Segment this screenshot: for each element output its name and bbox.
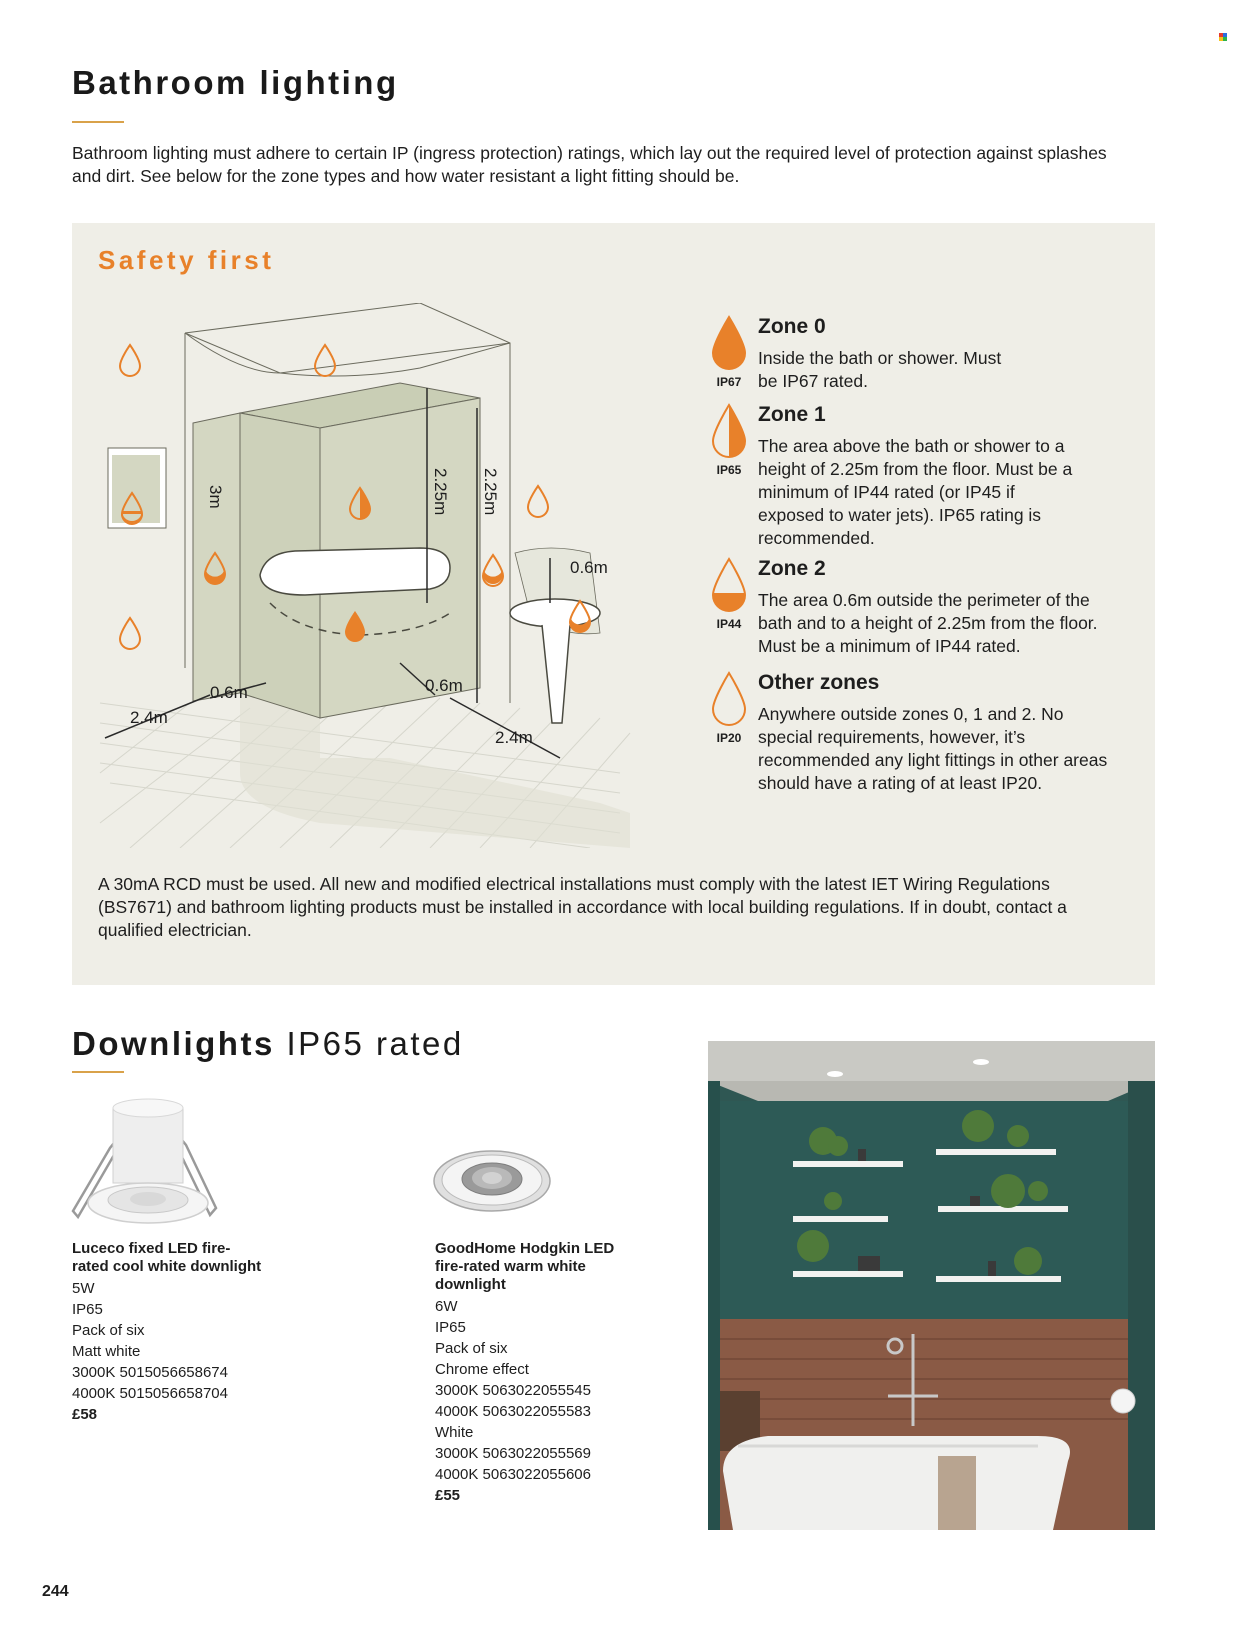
zone-0-title: Zone 0 [758, 315, 826, 338]
product-luceco-sku-4000k: 4000K 5015056658704 [72, 1385, 228, 1402]
zone-0-ip: IP67 [716, 375, 742, 389]
product-goodhome-ip: IP65 [435, 1319, 466, 1336]
droplet-full-icon [709, 315, 749, 373]
droplet-outline-icon [120, 345, 140, 376]
droplet-outline-icon [315, 345, 335, 376]
zone-other-ip: IP20 [716, 731, 742, 745]
product-luceco-wattage: 5W [72, 1280, 95, 1297]
downlights-title-light: IP65 rated [286, 1025, 464, 1062]
intro-paragraph: Bathroom lighting must adhere to certain IP (ingress protection) ratings, which lay out the required level of protection against splashes and dirt. See below for the zone types and how water resistant a light fitting should be. [72, 143, 1107, 186]
label-225-b: 2.25m [481, 468, 500, 516]
product-goodhome-price: £55 [435, 1487, 461, 1504]
bathroom-photo [708, 1041, 1155, 1530]
product-luceco-name: Luceco fixed LED fire-rated cool white downlight [72, 1240, 262, 1275]
zone-1-title: Zone 1 [758, 403, 826, 426]
safety-title: Safety first [98, 245, 275, 275]
droplet-bottom-fill-icon [709, 557, 749, 615]
product-goodhome-white-4000k: 4000K 5063022055606 [435, 1466, 591, 1483]
label-3m: 3m [206, 485, 225, 509]
zone-0-text: Inside the bath or shower. Must be IP67 rated. [758, 348, 1002, 391]
zone-2-title: Zone 2 [758, 557, 826, 580]
curved-wall-top [185, 333, 510, 376]
product-goodhome [435, 1240, 625, 1506]
droplet-outline-icon [709, 671, 749, 729]
product-goodhome-wattage: 6W [435, 1298, 458, 1315]
product-luceco-pack: Pack of six [72, 1322, 145, 1339]
product-goodhome-chrome-3000k: 3000K 5063022055545 [435, 1382, 591, 1399]
zone-2-icon [704, 557, 754, 631]
luceco-downlight-image [68, 1093, 223, 1228]
product-goodhome-white-3000k: 3000K 5063022055569 [435, 1445, 591, 1462]
label-floor-24-left: 2.4m [130, 708, 168, 727]
label-floor-06-mid: 0.6m [425, 676, 463, 695]
droplet-outline-icon [120, 618, 140, 649]
page-title: Bathroom lighting [72, 64, 399, 101]
downlights-title [72, 1025, 464, 1063]
product-goodhome-chrome-4000k: 4000K 5063022055583 [435, 1403, 591, 1420]
product-luceco-sku-3000k: 3000K 5015056658674 [72, 1364, 228, 1381]
droplet-outline-icon [528, 486, 548, 517]
page-number: 244 [42, 1583, 69, 1600]
label-floor-06-left: 0.6m [210, 683, 248, 702]
product-goodhome-finish-white: White [435, 1424, 474, 1441]
zone-other-text: Anywhere outside zones 0, 1 and 2. No special requirements, however, it’s recommended any light fittings in other areas should have a rating of at least IP20. [758, 704, 1108, 793]
corner-color-mark [1219, 33, 1227, 41]
droplet-half-icon [709, 403, 749, 461]
zone-2-text: The area 0.6m outside the perimeter of the bath and to a height of 2.25m from the floor. Must be a minimum of IP44 rated. [758, 590, 1098, 656]
product-luceco-ip: IP65 [72, 1301, 103, 1318]
zone-1-ip: IP65 [716, 463, 742, 477]
safety-panel [72, 223, 1155, 985]
zone-0-icon [704, 315, 754, 389]
zone-1-text: The area above the bath or shower to a height of 2.25m from the floor. Must be a minimum of IP44 rated (or IP45 if exposed to water jets). IP65 rating is recommended. [758, 436, 1073, 548]
downlights-title-bold: Downlights [72, 1025, 275, 1062]
basin-pedestal [542, 625, 570, 723]
product-luceco-price: £58 [72, 1406, 98, 1423]
product-goodhome-pack: Pack of six [435, 1340, 508, 1357]
zone-other-title: Other zones [758, 671, 880, 694]
zone-1-icon [704, 403, 754, 477]
product-goodhome-name: GoodHome Hodgkin LED fire-rated warm white downlight [435, 1240, 615, 1293]
title-rule [72, 121, 124, 123]
zone-2-ip: IP44 [716, 617, 742, 631]
label-225-a: 2.25m [431, 468, 450, 516]
label-basin-06: 0.6m [570, 558, 608, 577]
bathroom-zones-diagram [90, 303, 700, 848]
rcd-note: A 30mA RCD must be used. All new and modified electrical installations must comply with the latest IET Wiring Regulations (BS7671) and bathroom lighting products must be installed in accordance with local building regulations. If in doubt, contact a qualified electrician. [98, 874, 1067, 940]
bath-outline [260, 548, 450, 595]
zone2-floor [240, 691, 630, 848]
zone2-wall [193, 413, 240, 701]
product-luceco [72, 1240, 262, 1425]
label-floor-24-right: 2.4m [495, 728, 533, 747]
product-luceco-finish: Matt white [72, 1343, 141, 1360]
product-goodhome-finish-chrome: Chrome effect [435, 1361, 529, 1378]
downlights-rule [72, 1071, 124, 1073]
zone-other-icon [704, 671, 754, 745]
goodhome-downlight-image [430, 1145, 555, 1215]
